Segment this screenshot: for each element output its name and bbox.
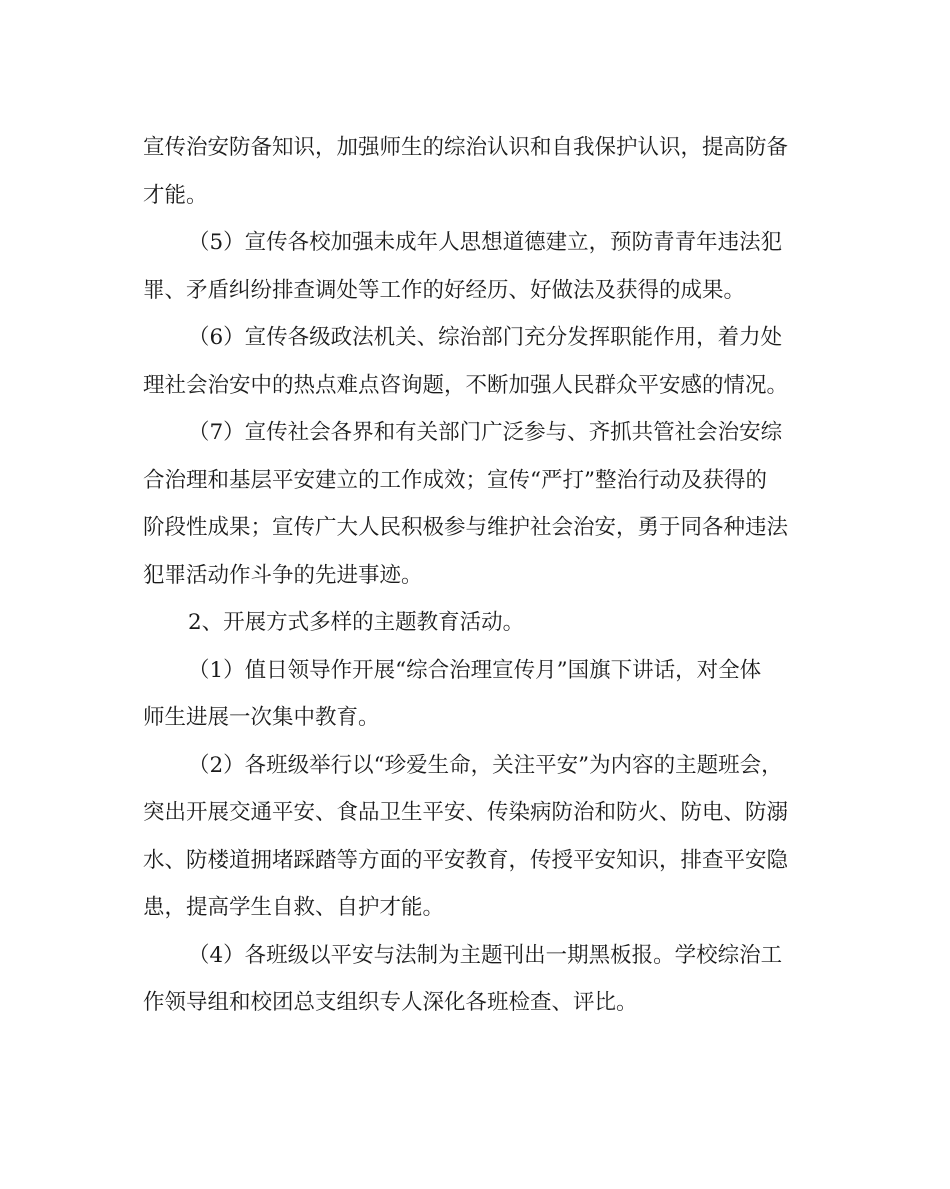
text-line: 宣传治安防备知识，加强师生的综治认识和自我保护认识，提高防备 [143,135,789,160]
text-line: （6）宣传各级政法机关、综治部门充分发挥职能作用，着力处 [188,325,783,350]
paragraph-item-6 [143,314,808,409]
text-line: 才能。 [143,182,208,208]
text-line: （1）值日领导作开展“综合治理宣传月”国旗下讲话，对全体 [188,657,762,683]
text-line: 阶段性成果；宣传广大人民积极参与维护社会治安，勇于同各种违法 [143,515,789,540]
document-body [143,124,808,1027]
text-line: 患，提高学生自救、自护才能。 [143,895,445,920]
text-line: 犯罪活动作斗争的先进事迹。 [143,562,423,588]
paragraph-sub-4 [143,932,808,1027]
text-line: 罪、矛盾纠纷排查调处等工作的好经历、好做法及获得的成果。 [143,277,746,303]
text-line: 突出开展交通平安、食品卫生平安、传染病防治和防火、防电、防溺 [143,800,789,825]
text-line: （4）各班级以平安与法制为主题刊出一期黑板报。学校综治工 [188,942,783,968]
text-line: （5）宣传各校加强未成年人思想道德建立，预防青青年违法犯 [188,230,783,255]
text-line: 理社会治安中的热点难点咨询题，不断加强人民群众平安感的情况。 [143,372,789,398]
text-line: 2、开展方式多样的主题教育活动。 [188,610,525,635]
paragraph-sub-2 [143,742,808,932]
paragraph-item-5 [143,219,808,314]
text-line: （2）各班级举行以“珍爱生命，关注平安”为内容的主题班会， [188,752,783,778]
text-line: 水、防楼道拥堵踩踏等方面的平安教育，传授平安知识，排查平安隐 [143,847,789,873]
section-heading-2 [143,599,808,647]
paragraph-item-7 [143,409,808,599]
paragraph-intro [143,124,808,219]
text-line: 师生进展一次集中教育。 [143,705,380,730]
text-line: 合治理和基层平安建立的工作成效；宣传“严打”整治行动及获得的 [143,467,767,493]
paragraph-sub-1 [143,647,808,742]
text-line: （7）宣传社会各界和有关部门广泛参与、齐抓共管社会治安综 [188,420,783,445]
text-line: 作领导组和校团总支组织专人深化各班检查、评比。 [143,990,638,1015]
